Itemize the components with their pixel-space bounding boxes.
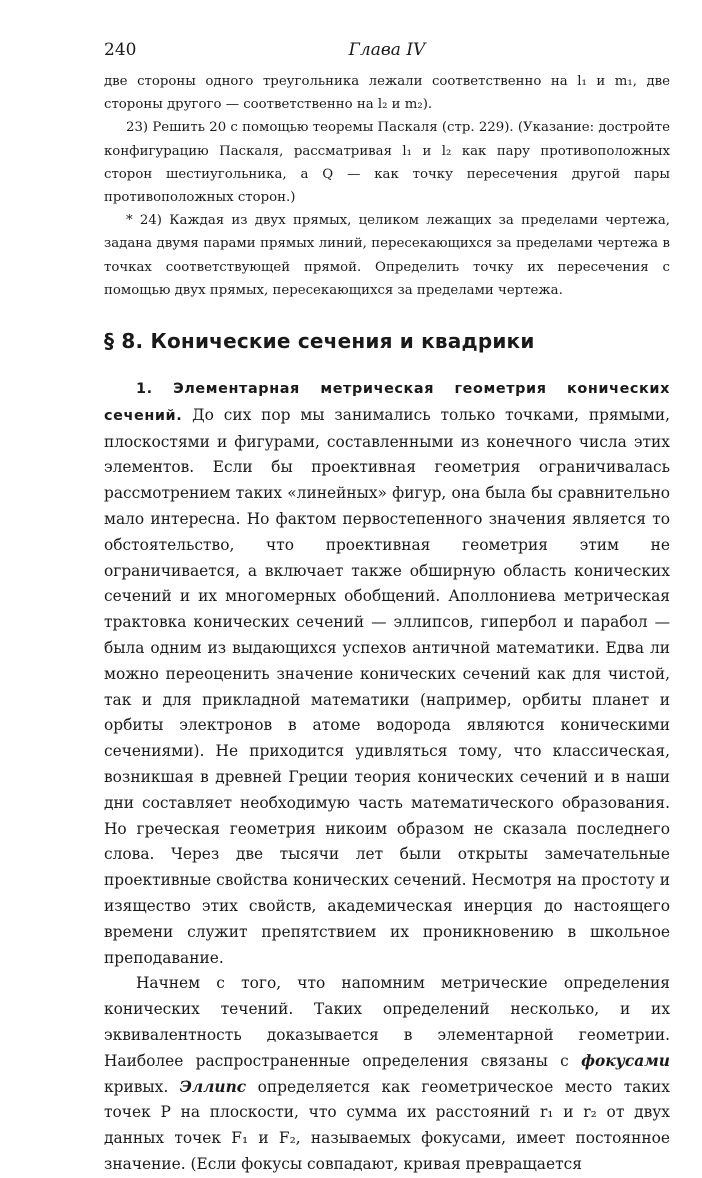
main-text bbox=[104, 376, 670, 1178]
paragraph-part-2: кривых. bbox=[104, 1077, 169, 1096]
foci-term: фокусами bbox=[581, 1051, 670, 1070]
page-number: 240 bbox=[104, 40, 137, 60]
book-page bbox=[104, 40, 670, 1178]
section-title: § 8. Конические сечения и квадрики bbox=[104, 329, 535, 354]
subsection-heading: 1. Элементарная метрическая геометрия конических сечений. bbox=[104, 381, 670, 424]
subsection-body: До сих пор мы занимались только точками, прямыми, плоскостями и фигурами, составленными из конечного числа этих элементов. Если бы проективная геометрия ограничивалась рассмотрением таких «линейных» фигур, она была бы сравнительно мало интересна. Но фактом первостепенного значения является то обстоятельство, что проективная геометрия этим не ограничивается, а включает также обширную область конических сечений и их многомерных обобщений. Аполлониева метрическая трактовка конических сечений — эллипсов, гипербол и парабол — была одним из выдающихся успехов античной математики. Едва ли можно переоценить значение конических сечений как для чистой, так и для прикладной математики (например, орбиты планет и орбиты электронов в атоме водорода являются коническими сечениями). Не приходится удивляться тому, что классическая, возникшая в древней Греции теория конических сечений и в наши дни составляет необходимую часть математического образования. Но греческая геометрия никоим образом не сказала последнего слова. Через две тысячи лет были открыты замечательные проективные свойства конических сечений. Несмотря на простоту и изящество этих свойств, академическая инерция до настоящего времени служит препятствием их проникновению в школьное преподавание. bbox=[104, 405, 670, 967]
paragraph-part-1: Начнем с того, что напомним метрические определения конических течений. Таких определений несколько, и их эквивалентность доказывается в элементарной геометрии. Наиболее распространенные определения связаны с bbox=[104, 974, 670, 1070]
running-head bbox=[104, 40, 670, 70]
exercise-24: * 24) Каждая из двух прямых, целиком лежащих за пределами чертежа, задана двумя парами прямых линий, пересекающихся за пределами чертежа в точках соответствующей прямой. Определить точку их пересечения с помощью двух прямых, пересекающихся за пределами чертежа. bbox=[104, 213, 670, 298]
subsection-paragraph bbox=[104, 376, 670, 971]
exercise-continuation: две стороны одного треугольника лежали соответственно на l₁ и m₁, две стороны другого — соответственно на l₂ и m₂). bbox=[104, 74, 670, 113]
ellipse-term: Эллипс bbox=[179, 1077, 247, 1096]
exercise-23: 23) Решить 20 с помощью теоремы Паскаля (стр. 229). (Указание: достройте конфигурацию Паскаля, рассматривая l₁ и l₂ как пару противоположных сторон шестиугольника, а Q — как точку пересечения другой пары противоположных сторон.) bbox=[104, 120, 670, 206]
paragraph-part-3: определяется как геометрическое место таких точек P на плоскости, что сумма их расстояний r₁ и r₂ от двух данных точек F₁ и F₂, называемых фокусами, имеет постоянное значение. (Если фокусы совпадают, кривая превращается bbox=[104, 1077, 670, 1173]
definitions-paragraph bbox=[104, 971, 670, 1177]
chapter-title: Глава IV bbox=[348, 40, 426, 60]
exercises-block bbox=[104, 70, 670, 302]
